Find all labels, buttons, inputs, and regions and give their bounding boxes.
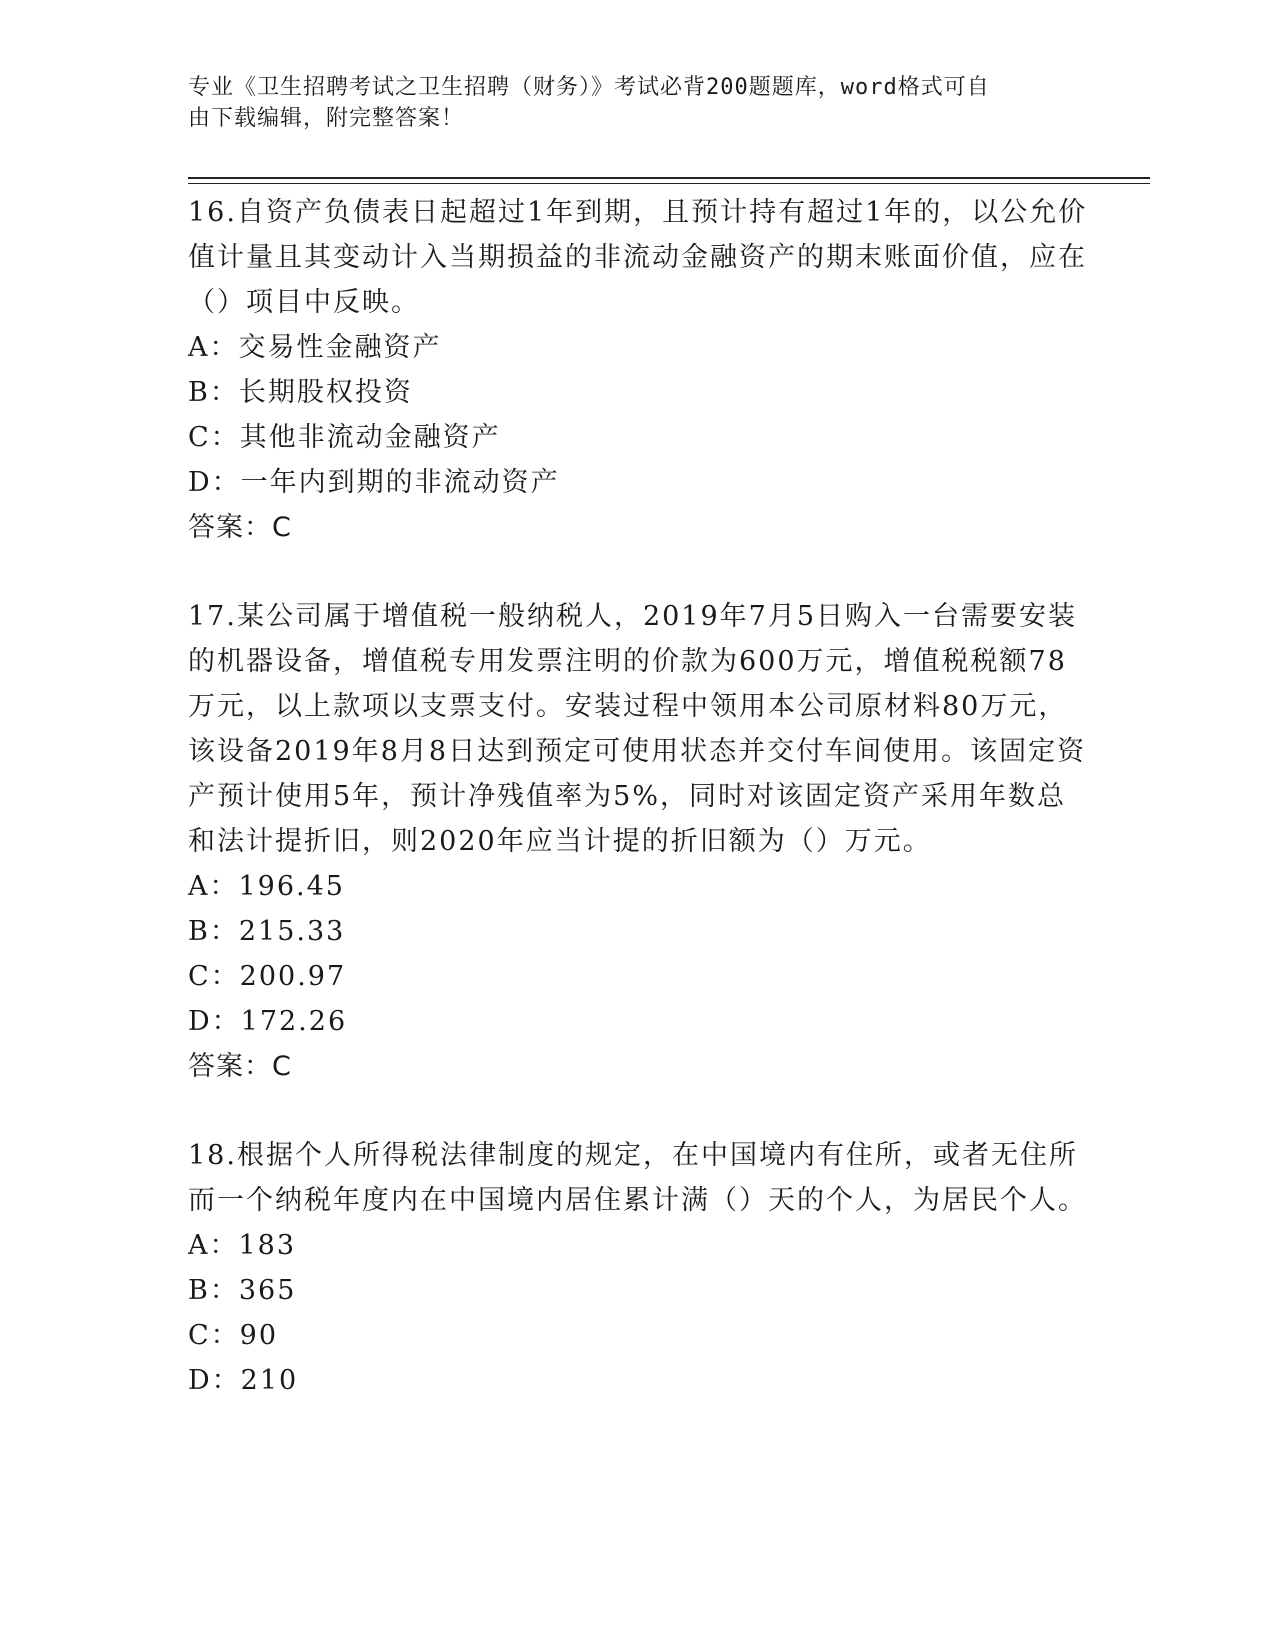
header-line-1: 专业《卫生招聘考试之卫生招聘（财务）》考试必背200题题库，word格式可自 (188, 75, 990, 100)
question-18 (188, 1133, 1088, 1403)
answer: 答案：C (188, 512, 292, 543)
option-b: B：365 (188, 1275, 297, 1306)
question-stem: 17.某公司属于增值税一般纳税人，2019年7月5日购入一台需要安装的机器设备，增值税专用发票注明的价款为600万元，增值税税额78万元，以上款项以支票支付。安装过程中领用本公司原材料80万元，该设备2019年8月8日达到预定可使用状态并交付车间使用。该固定资产预计使用5年，预计净残值率为5%，同时对该固定资产采用年数总和法计提折旧，则2020年应当计提的折旧额为（）万元。 (188, 601, 1087, 857)
option-d: D：210 (188, 1365, 299, 1396)
header-line-2: 由下载编辑，附完整答案！ (188, 106, 465, 131)
option-d: D：172.26 (188, 1006, 348, 1037)
option-b: B：长期股权投资 (188, 377, 413, 408)
option-c: C：其他非流动金融资产 (188, 422, 501, 453)
option-c: C：200.97 (188, 961, 347, 992)
option-c: C：90 (188, 1320, 279, 1351)
question-16 (188, 190, 1088, 550)
header-divider-thick (188, 177, 1150, 179)
question-list (188, 190, 1088, 1447)
answer: 答案：C (188, 1051, 292, 1082)
option-a: A：183 (188, 1230, 297, 1261)
question-stem: 18.根据个人所得税法律制度的规定，在中国境内有住所，或者无住所而一个纳税年度内在中国境内居住累计满（）天的个人，为居民个人。 (188, 1140, 1087, 1216)
option-a: A：196.45 (188, 871, 345, 902)
option-d: D：一年内到期的非流动资产 (188, 467, 560, 498)
document-header (188, 72, 1088, 134)
option-a: A：交易性金融资产 (188, 332, 442, 363)
question-stem: 16.自资产负债表日起超过1年到期，且预计持有超过1年的，以公允价值计量且其变动计入当期损益的非流动金融资产的期末账面价值，应在（）项目中反映。 (188, 197, 1088, 318)
option-b: B：215.33 (188, 916, 346, 947)
header-divider-thin (188, 183, 1150, 184)
question-17 (188, 594, 1088, 1089)
